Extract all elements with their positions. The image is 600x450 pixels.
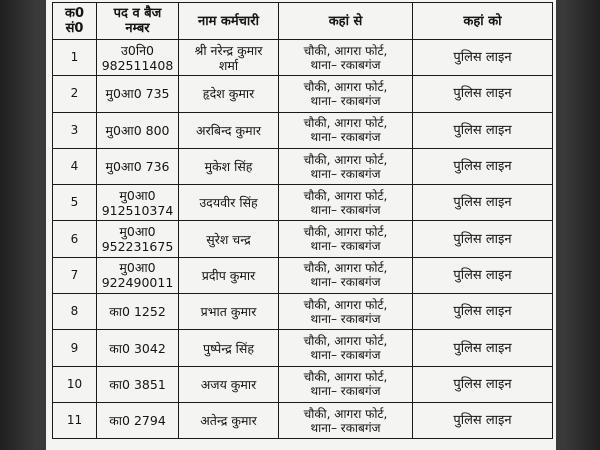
post-badge-line1: का0 2794 [109, 413, 166, 429]
post-badge-cell [97, 148, 179, 184]
from-cell [279, 330, 413, 366]
to-cell [413, 148, 553, 184]
serial-number: 5 [70, 195, 79, 210]
employee-name-line1: सुरेश चन्द्र [206, 231, 251, 247]
from-line2: थाना– रकाबगंज [310, 166, 381, 181]
serial-cell [53, 330, 97, 366]
from-line1: चौकी, आगरा फोर्ट, [303, 79, 388, 94]
post-badge-cell [97, 402, 179, 438]
to-value: पुलिस लाइन [453, 304, 512, 320]
header-serial-line2: सं0 [65, 21, 84, 36]
serial-cell [53, 221, 97, 257]
post-badge-line2: 982511408 [101, 57, 174, 73]
header-post-badge [97, 3, 179, 40]
table-row [53, 185, 553, 221]
to-cell [413, 294, 553, 330]
from-line1: चौकी, आगरा फोर्ट, [303, 225, 388, 240]
serial-cell [53, 294, 97, 330]
employee-name-line1: हृदेश कुमार [202, 86, 255, 102]
employee-name-cell [179, 294, 279, 330]
from-line1: चौकी, आगरा फोर्ट, [303, 188, 388, 203]
to-value: पुलिस लाइन [453, 195, 512, 211]
transfer-table [52, 2, 553, 439]
serial-cell [53, 112, 97, 148]
from-line2: थाना– रकाबगंज [310, 348, 381, 363]
to-value: पुलिस लाइन [453, 86, 512, 102]
table-row [53, 366, 553, 402]
from-line2: थाना– रकाबगंज [310, 420, 381, 435]
header-employee-name: नाम कर्मचारी [179, 3, 279, 40]
from-cell [279, 40, 413, 76]
post-badge-line2: 912510374 [101, 202, 174, 218]
employee-name-cell [179, 76, 279, 112]
serial-number: 9 [70, 340, 79, 355]
from-cell [279, 185, 413, 221]
employee-name-cell [179, 40, 279, 76]
from-line1: चौकी, आगरा फोर्ट, [303, 116, 388, 131]
from-line2: थाना– रकाबगंज [310, 384, 381, 399]
from-line1: चौकी, आगरा फोर्ट, [303, 43, 388, 58]
serial-number: 2 [70, 86, 79, 101]
document-page [46, 0, 556, 450]
employee-name-cell [179, 148, 279, 184]
employee-name-line1: अजय कुमार [200, 376, 257, 392]
table-row [53, 221, 553, 257]
from-line1: चौकी, आगरा फोर्ट, [303, 334, 388, 349]
to-value: पुलिस लाइन [453, 413, 512, 429]
post-badge-line1: मु0आ0 [119, 224, 156, 240]
to-cell [413, 76, 553, 112]
post-badge-cell [97, 330, 179, 366]
serial-cell [53, 402, 97, 438]
from-line1: चौकी, आगरा फोर्ट, [303, 406, 388, 421]
from-cell [279, 76, 413, 112]
from-line2: थाना– रकाबगंज [310, 239, 381, 254]
serial-number: 8 [70, 304, 79, 319]
header-to: कहां को [413, 3, 553, 40]
post-badge-cell [97, 221, 179, 257]
to-value: पुलिस लाइन [453, 231, 512, 247]
table-row [53, 40, 553, 76]
table-body [53, 40, 553, 439]
to-cell [413, 257, 553, 293]
from-line2: थाना– रकाबगंज [310, 311, 381, 326]
serial-number: 4 [70, 159, 79, 174]
table-row [53, 330, 553, 366]
to-value: पुलिस लाइन [453, 376, 512, 392]
from-line1: चौकी, आगरा फोर्ट, [303, 261, 388, 276]
table-row [53, 112, 553, 148]
employee-name-cell [179, 257, 279, 293]
serial-cell [53, 76, 97, 112]
from-line2: थाना– रकाबगंज [310, 275, 381, 290]
serial-cell [53, 40, 97, 76]
from-line2: थाना– रकाबगंज [310, 57, 381, 72]
from-cell [279, 112, 413, 148]
post-badge-cell [97, 40, 179, 76]
post-badge-cell [97, 294, 179, 330]
from-line2: थाना– रकाबगंज [310, 202, 381, 217]
post-badge-line1: मु0आ0 [119, 260, 156, 276]
header-post-line1: पद व बैज [113, 6, 162, 21]
from-line2: थाना– रकाबगंज [310, 93, 381, 108]
employee-name-line1: उदयवीर सिंह [199, 195, 258, 211]
post-badge-cell [97, 257, 179, 293]
to-cell [413, 366, 553, 402]
employee-name-cell [179, 366, 279, 402]
post-badge-line1: मु0आ0 [119, 187, 156, 203]
employee-name-cell [179, 185, 279, 221]
serial-number: 1 [70, 50, 79, 65]
post-badge-line1: का0 1252 [109, 304, 166, 320]
table-row [53, 257, 553, 293]
to-cell [413, 185, 553, 221]
employee-name-line1: श्री नरेन्द्र कुमार [194, 42, 263, 58]
employee-name-cell [179, 330, 279, 366]
serial-cell [53, 185, 97, 221]
to-value: पुलिस लाइन [453, 122, 512, 138]
serial-cell [53, 257, 97, 293]
to-value: पुलिस लाइन [453, 159, 512, 175]
to-cell [413, 112, 553, 148]
header-serial [53, 3, 97, 40]
serial-cell [53, 148, 97, 184]
post-badge-line1: का0 3042 [109, 340, 166, 356]
from-line1: चौकी, आगरा फोर्ट, [303, 297, 388, 312]
post-badge-line2: 952231675 [101, 239, 174, 255]
employee-name-line1: प्रदीप कुमार [201, 267, 256, 283]
to-cell [413, 221, 553, 257]
serial-number: 6 [70, 231, 79, 246]
serial-number: 7 [70, 267, 79, 282]
serial-cell [53, 366, 97, 402]
to-value: पुलिस लाइन [453, 50, 512, 66]
post-badge-line1: मु0आ0 735 [105, 86, 170, 102]
post-badge-line1: मु0आ0 800 [105, 122, 170, 138]
to-cell [413, 330, 553, 366]
post-badge-line1: उ0नि0 [121, 42, 154, 58]
table-row [53, 148, 553, 184]
from-line2: थाना– रकाबगंज [310, 130, 381, 145]
from-cell [279, 257, 413, 293]
header-serial-line1: क0 [64, 6, 85, 21]
post-badge-cell [97, 112, 179, 148]
employee-name-line1: प्रभात कुमार [200, 304, 257, 320]
to-cell [413, 402, 553, 438]
post-badge-cell [97, 76, 179, 112]
table-row [53, 402, 553, 438]
table-row [53, 76, 553, 112]
post-badge-line1: का0 3851 [109, 376, 166, 392]
table-row [53, 294, 553, 330]
post-badge-line2: 922490011 [101, 275, 174, 291]
from-cell [279, 402, 413, 438]
from-cell [279, 221, 413, 257]
to-cell [413, 40, 553, 76]
employee-name-line1: अरबिन्द कुमार [196, 122, 261, 138]
employee-name-line2: शर्मा [218, 57, 239, 73]
from-line1: चौकी, आगरा फोर्ट, [303, 370, 388, 385]
header-from: कहां से [279, 3, 413, 40]
serial-number: 10 [66, 376, 83, 391]
header-post-line2: नम्बर [125, 21, 150, 36]
post-badge-cell [97, 185, 179, 221]
to-value: पुलिस लाइन [453, 267, 512, 283]
to-value: पुलिस लाइन [453, 340, 512, 356]
from-line1: चौकी, आगरा फोर्ट, [303, 152, 388, 167]
from-cell [279, 148, 413, 184]
employee-name-cell [179, 112, 279, 148]
employee-name-cell [179, 221, 279, 257]
employee-name-line1: अतेन्द्र कुमार [200, 413, 257, 429]
table-header-row [53, 3, 553, 40]
post-badge-line1: मु0आ0 736 [105, 159, 170, 175]
serial-number: 11 [66, 413, 83, 428]
from-cell [279, 294, 413, 330]
employee-name-line1: पुष्पेन्द्र सिंह [202, 340, 255, 356]
from-cell [279, 366, 413, 402]
serial-number: 3 [70, 122, 79, 137]
employee-name-line1: मुकेश सिंह [204, 159, 253, 175]
post-badge-cell [97, 366, 179, 402]
employee-name-cell [179, 402, 279, 438]
